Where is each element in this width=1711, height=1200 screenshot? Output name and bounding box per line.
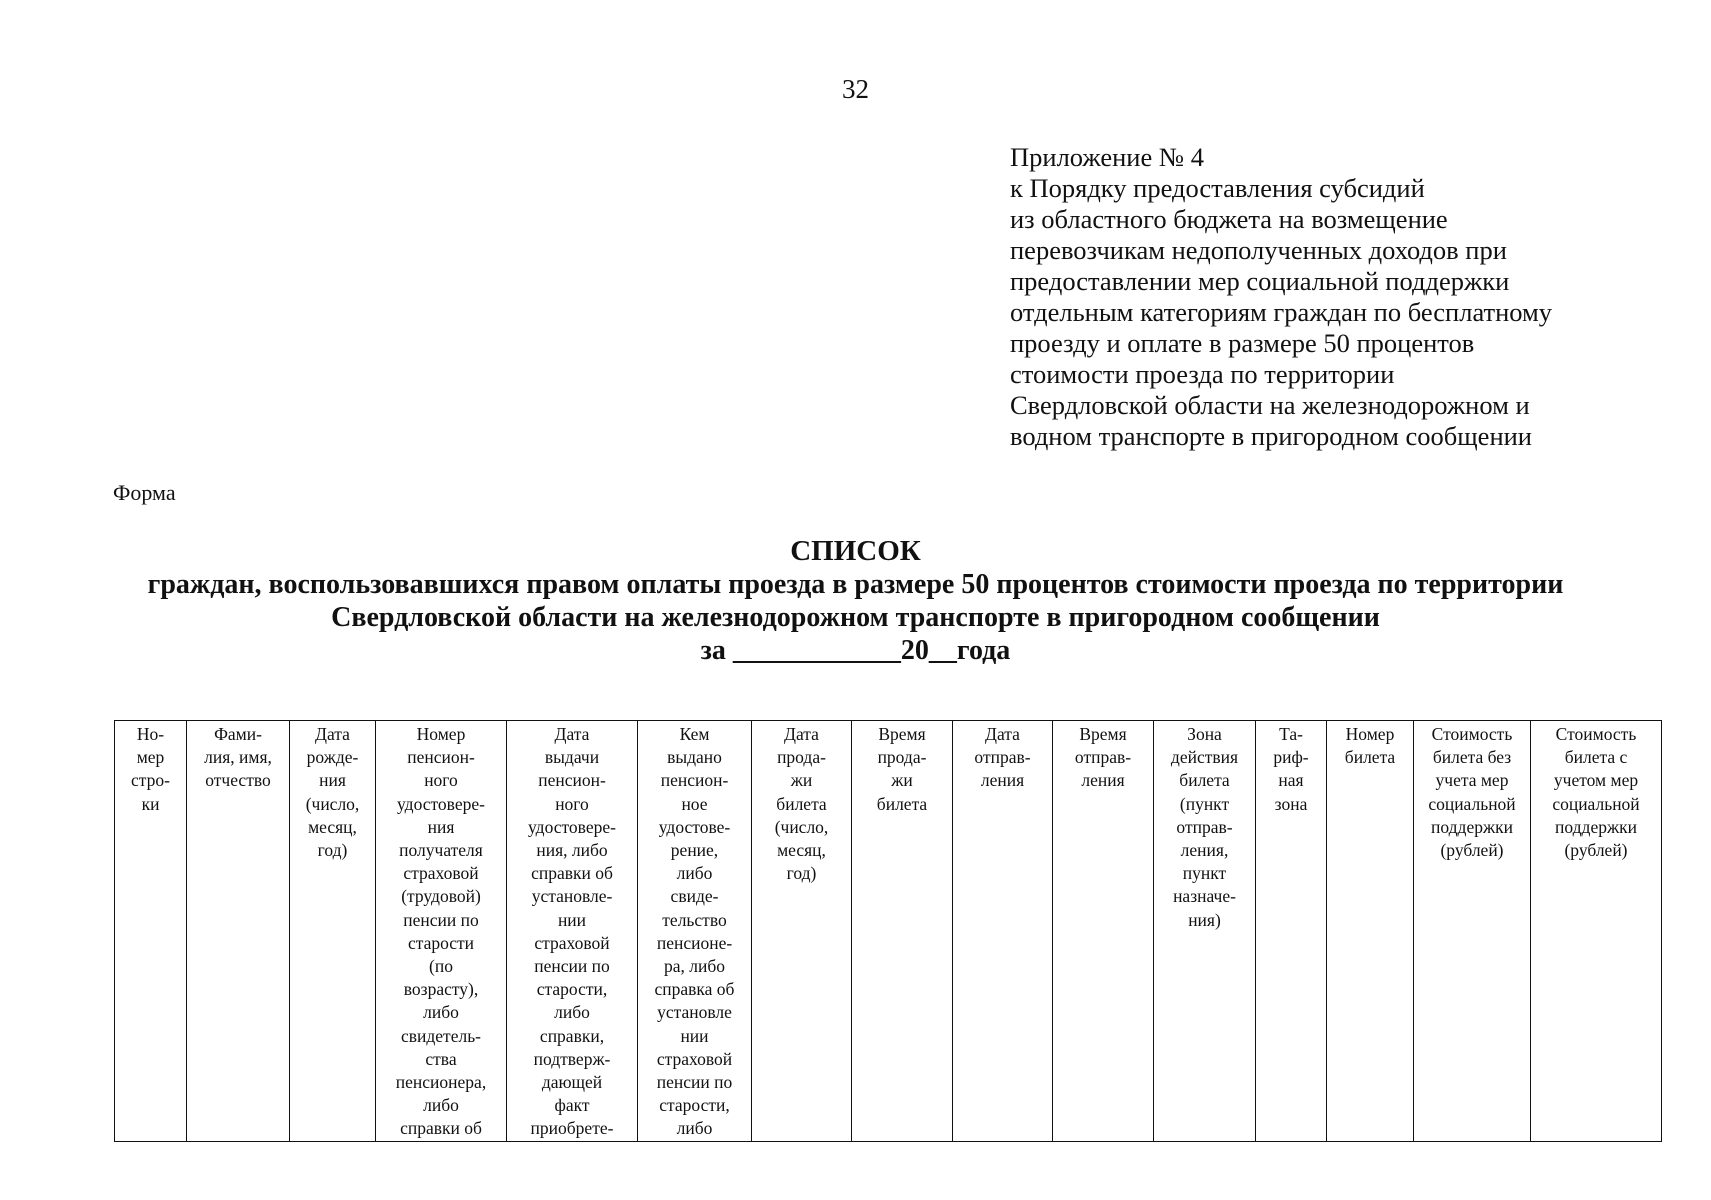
column-header: Дата прода- жи билета (число, месяц, год) [752, 721, 852, 1142]
appendix-line: водном транспорте в пригородном сообщении [1010, 421, 1532, 451]
column-header: Но- мер стро- ки [115, 721, 187, 1142]
column-header: Дата отправ- ления [953, 721, 1053, 1142]
appendix-line: отдельным категориям граждан по бесплатному [1010, 297, 1553, 327]
column-header: Стоимость билета с учетом мер социальной поддержки (рублей) [1531, 721, 1662, 1142]
column-header: Время прода- жи билета [852, 721, 953, 1142]
column-header: Номер билета [1327, 721, 1414, 1142]
column-header: Номер пенсион- ного удостовере- ния получателя страховой (трудовой) пенсии по старости (по возрасту), либо свидетель- ства пенсионера, либо справки об [376, 721, 507, 1142]
appendix-line: стоимости проезда по территории [1010, 359, 1395, 389]
column-header: Та- риф- ная зона [1256, 721, 1327, 1142]
column-header: Зона действия билета (пункт отправ- ления, пункт назначе- ния) [1154, 721, 1256, 1142]
appendix-line: из областного бюджета на возмещение [1010, 204, 1448, 234]
column-header: Дата выдачи пенсион- ного удостовере- ния, либо справки об установле- нии страховой пенсии по старости, либо справки, подтверж- дающей факт приобрете- [507, 721, 638, 1142]
column-header: Кем выдано пенсион- ное удостове- рение, либо свиде- тельство пенсионе- ра, либо справка об установле нии страховой пенсии по старости, либо [638, 721, 752, 1142]
column-header: Стоимость билета без учета мер социальной поддержки (рублей) [1414, 721, 1531, 1142]
column-header: Дата рожде- ния (число, месяц, год) [290, 721, 376, 1142]
appendix-line: к Порядку предоставления субсидий [1010, 173, 1425, 203]
citizens-list-table [114, 720, 1662, 1142]
document-title [0, 535, 1711, 667]
appendix-line: Приложение № 4 [1010, 142, 1205, 172]
table-header-row [115, 721, 1662, 1142]
column-header: Фами- лия, имя, отчество [187, 721, 290, 1142]
appendix-block [1010, 142, 1690, 452]
column-header: Время отправ- ления [1053, 721, 1154, 1142]
title-heading: СПИСОК [790, 535, 921, 567]
appendix-line: проезду и оплате в размере 50 процентов [1010, 328, 1475, 358]
appendix-line: предоставлении мер социальной поддержки [1010, 266, 1510, 296]
appendix-line: Свердловской области на железнодорожном и [1010, 390, 1530, 420]
title-line: граждан, воспользовавшихся правом оплаты проезда в размере 50 процентов стоимости проезда по территории [147, 569, 1564, 600]
form-label: Форма [113, 480, 176, 505]
page-number: 32 [842, 74, 869, 104]
title-period-line: за ____________20__года [700, 635, 1011, 666]
title-line: Свердловской области на железнодорожном транспорте в пригородном сообщении [331, 602, 1380, 633]
appendix-line: перевозчикам недополученных доходов при [1010, 235, 1507, 265]
